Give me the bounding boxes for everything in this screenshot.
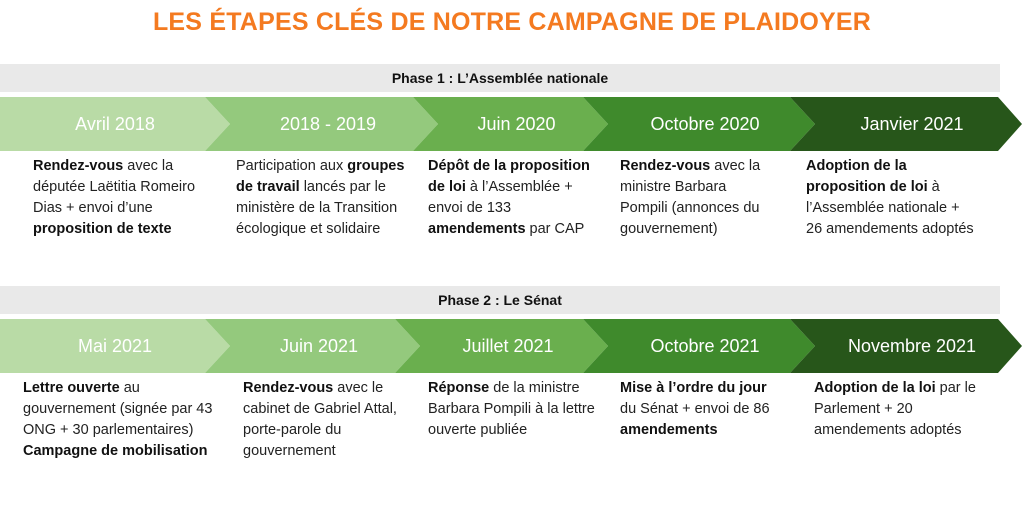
phase-1-band: Phase 1 : L’Assemblée nationale bbox=[0, 64, 1000, 92]
phase-2-date-1: Mai 2021 bbox=[77, 335, 153, 356]
phase-2-step-3-description: Réponse de la ministre Barbara Pompili à la lettre ouverte publiée bbox=[428, 380, 595, 438]
page-title: LES ÉTAPES CLÉS DE NOTRE CAMPAGNE DE PLAIDOYER bbox=[152, 8, 872, 36]
phase-2-date-5: Novembre 2021 bbox=[847, 335, 977, 356]
phase-1-date-5: Janvier 2021 bbox=[860, 113, 964, 134]
phase-1-date-2: 2018 - 2019 bbox=[279, 113, 377, 134]
phase-2-step-4-description: Mise à l’ordre du jour du Sénat + envoi de 86 amendements bbox=[620, 380, 770, 438]
phase-1-step-1-description: Rendez-vous avec la députée Laëtitia Romeiro Dias + envoi d’une proposition de texte bbox=[33, 158, 196, 237]
phase-1-step-5-description: Adoption de la proposition de loi à l’Assemblée nationale + 26 amendements adoptés bbox=[806, 158, 974, 237]
phase-1-timeline bbox=[0, 97, 1024, 151]
phase-1-step-3-description: Dépôt de la proposition de loi à l’Assemblée + envoi de 133 amendements par CAP bbox=[428, 158, 590, 237]
phase-2-step-1-description: Lettre ouverte au gouvernement (signée par 43 ONG + 30 parlementaires) Campagne de mobilisation bbox=[23, 380, 213, 459]
phase-2-date-4: Octobre 2021 bbox=[650, 335, 760, 356]
phase-2-step-5-description: Adoption de la loi par le Parlement + 20 amendements adoptés bbox=[814, 380, 976, 438]
phase-1-date-4: Octobre 2020 bbox=[650, 113, 760, 134]
phase-1-step-4-description: Rendez-vous avec la ministre Barbara Pompili (annonces du gouvernement) bbox=[620, 158, 761, 237]
phase-1-date-3: Juin 2020 bbox=[477, 113, 556, 134]
phase-2-step-2-description: Rendez-vous avec le cabinet de Gabriel Attal, porte-parole du gouvernement bbox=[243, 380, 397, 459]
phase-2-date-2: Juin 2021 bbox=[279, 335, 359, 356]
phase-1-date-1: Avril 2018 bbox=[75, 113, 155, 134]
phase-2-timeline bbox=[0, 319, 1024, 373]
phase-2-band: Phase 2 : Le Sénat bbox=[0, 286, 1000, 314]
phase-1-step-2-description: Participation aux groupes de travail lancés par le ministère de la Transition écologique et solidaire bbox=[236, 158, 405, 237]
phase-2-date-3: Juillet 2021 bbox=[462, 335, 554, 356]
